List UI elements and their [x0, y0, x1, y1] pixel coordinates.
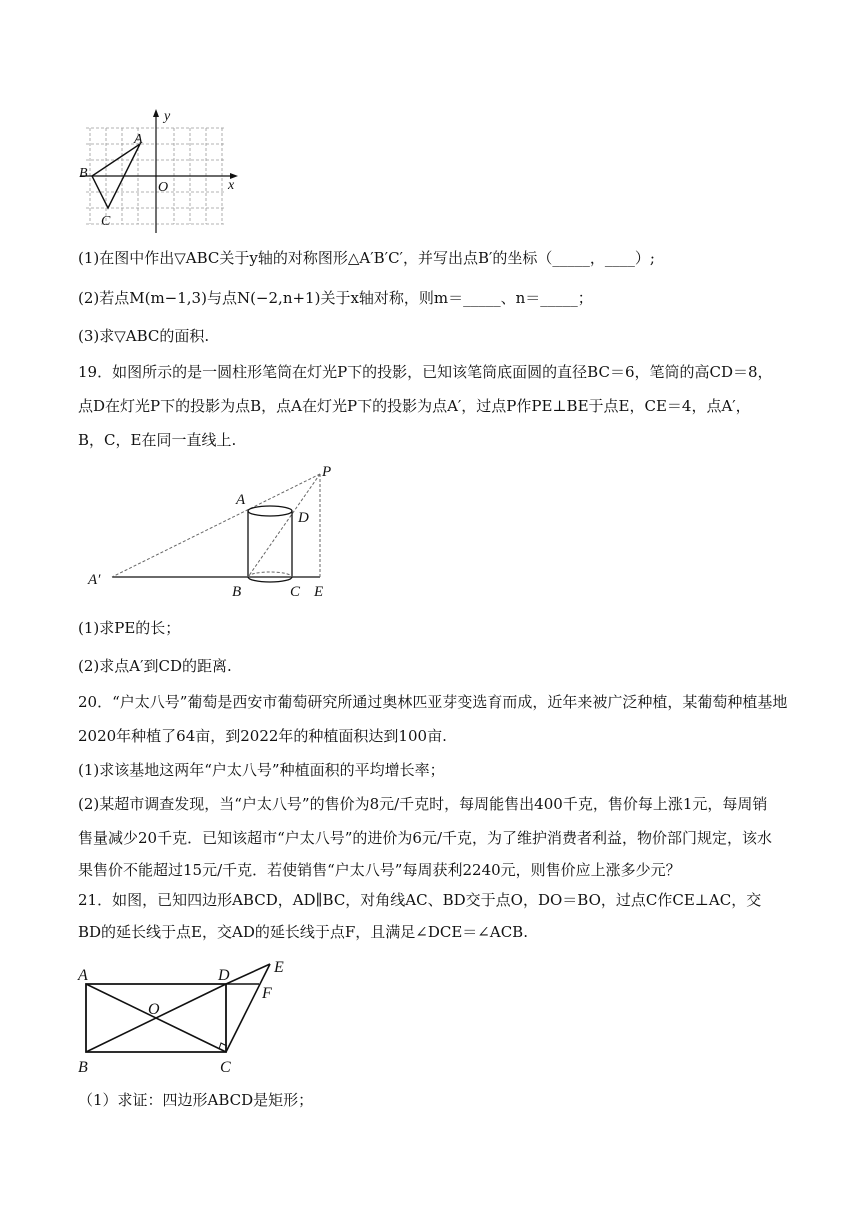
label-p: P	[322, 464, 332, 480]
q18-part-2: (2)若点M(m−1,3)与点N(−2,n+1)关于x轴对称，则m＝_____、n＝_____；	[78, 289, 593, 307]
label-f: F	[262, 985, 272, 1002]
q19-text-line-2: 点D在灯光P下的投影为点B，点A在灯光P下的投影为点A′，过点P作PE⊥BE于点E，CE＝4，点A′，	[78, 397, 751, 415]
q19-text-line-1: 19．如图所示的是一圆柱形笔筒在灯光P下的投影，已知该笔筒底面圆的直径BC＝6，笔筒的高CD＝8，	[78, 363, 773, 381]
light-ray-pb	[248, 474, 320, 577]
q21-part-1: （1）求证：四边形ABCD是矩形；	[78, 1091, 314, 1109]
label-a-prime: A′	[88, 572, 101, 588]
q21-text-line-2: BD的延长线于点E，交AD的延长线于点F，且满足∠DCE＝∠ACB.	[78, 923, 528, 941]
label-e: E	[274, 959, 284, 976]
q19-part-1: (1)求PE的长；	[78, 619, 181, 637]
label-a: A	[78, 967, 88, 984]
line-de	[226, 964, 270, 984]
cylinder-bottom-front	[248, 577, 292, 582]
label-o: O	[148, 1001, 160, 1018]
q19-part-2: (2)求点A′到CD的距离.	[78, 657, 232, 675]
q21-text-line-1: 21．如图，已知四边形ABCD，AD∥BC，对角线AC、BD交于点O，DO＝BO，过点C作CE⊥AC，交	[78, 891, 762, 909]
label-d: D	[298, 510, 309, 526]
label-c: C	[101, 214, 111, 229]
q18-part-3: (3)求▽ABC的面积.	[78, 327, 210, 345]
q20-part-2-line-3: 果售价不能超过15元/千克．若使销售“户太八号”每周获利2240元，则售价应上涨多少元？	[78, 861, 681, 879]
q20-text-line-1: 20．“户太八号”葡萄是西安市葡萄研究所通过奥林匹亚芽变选育而成，近年来被广泛种植，某葡萄种植基地	[78, 693, 788, 711]
light-ray-pa	[112, 474, 320, 577]
label-a: A	[236, 492, 246, 508]
label-d: D	[218, 967, 230, 984]
label-y: y	[164, 109, 171, 124]
q20-part-2-line-1: (2)某超市调查发现，当“户太八号”的售价为8元/千克时，每周能售出400千克，售价每上涨1元，每周销	[78, 795, 768, 813]
label-a: A	[134, 132, 143, 147]
q21-rectangle-figure	[74, 950, 304, 1082]
label-b: B	[232, 584, 242, 600]
line-ce	[226, 964, 270, 1052]
cylinder-top	[248, 506, 292, 516]
q20-text-line-2: 2020年种植了64亩，到2022年的种植面积达到100亩.	[78, 727, 447, 745]
label-b: B	[78, 1059, 88, 1076]
label-e: E	[314, 584, 324, 600]
q20-part-2-line-2: 售量减少20千克．已知该超市“户太八号”的进价为6元/千克，为了维护消费者利益，物价部门规定，该水	[78, 829, 773, 847]
y-axis-arrow-icon	[153, 109, 159, 117]
label-origin: O	[158, 180, 169, 195]
cylinder-bottom-back	[248, 572, 292, 577]
q18-coordinate-figure	[76, 105, 248, 233]
label-x: x	[228, 178, 235, 193]
q19-projection-figure	[84, 460, 344, 600]
label-c: C	[220, 1059, 231, 1076]
q20-part-1: (1)求该基地这两年“户太八号”种植面积的平均增长率；	[78, 761, 445, 779]
label-b: B	[79, 166, 88, 181]
q19-text-line-3: B，C，E在同一直线上.	[78, 431, 237, 449]
label-c: C	[290, 584, 301, 600]
q18-part-1: (1)在图中作出▽ABC关于y轴的对称图形△A′B′C′，并写出点B′的坐标（_____，____）;	[78, 249, 655, 267]
